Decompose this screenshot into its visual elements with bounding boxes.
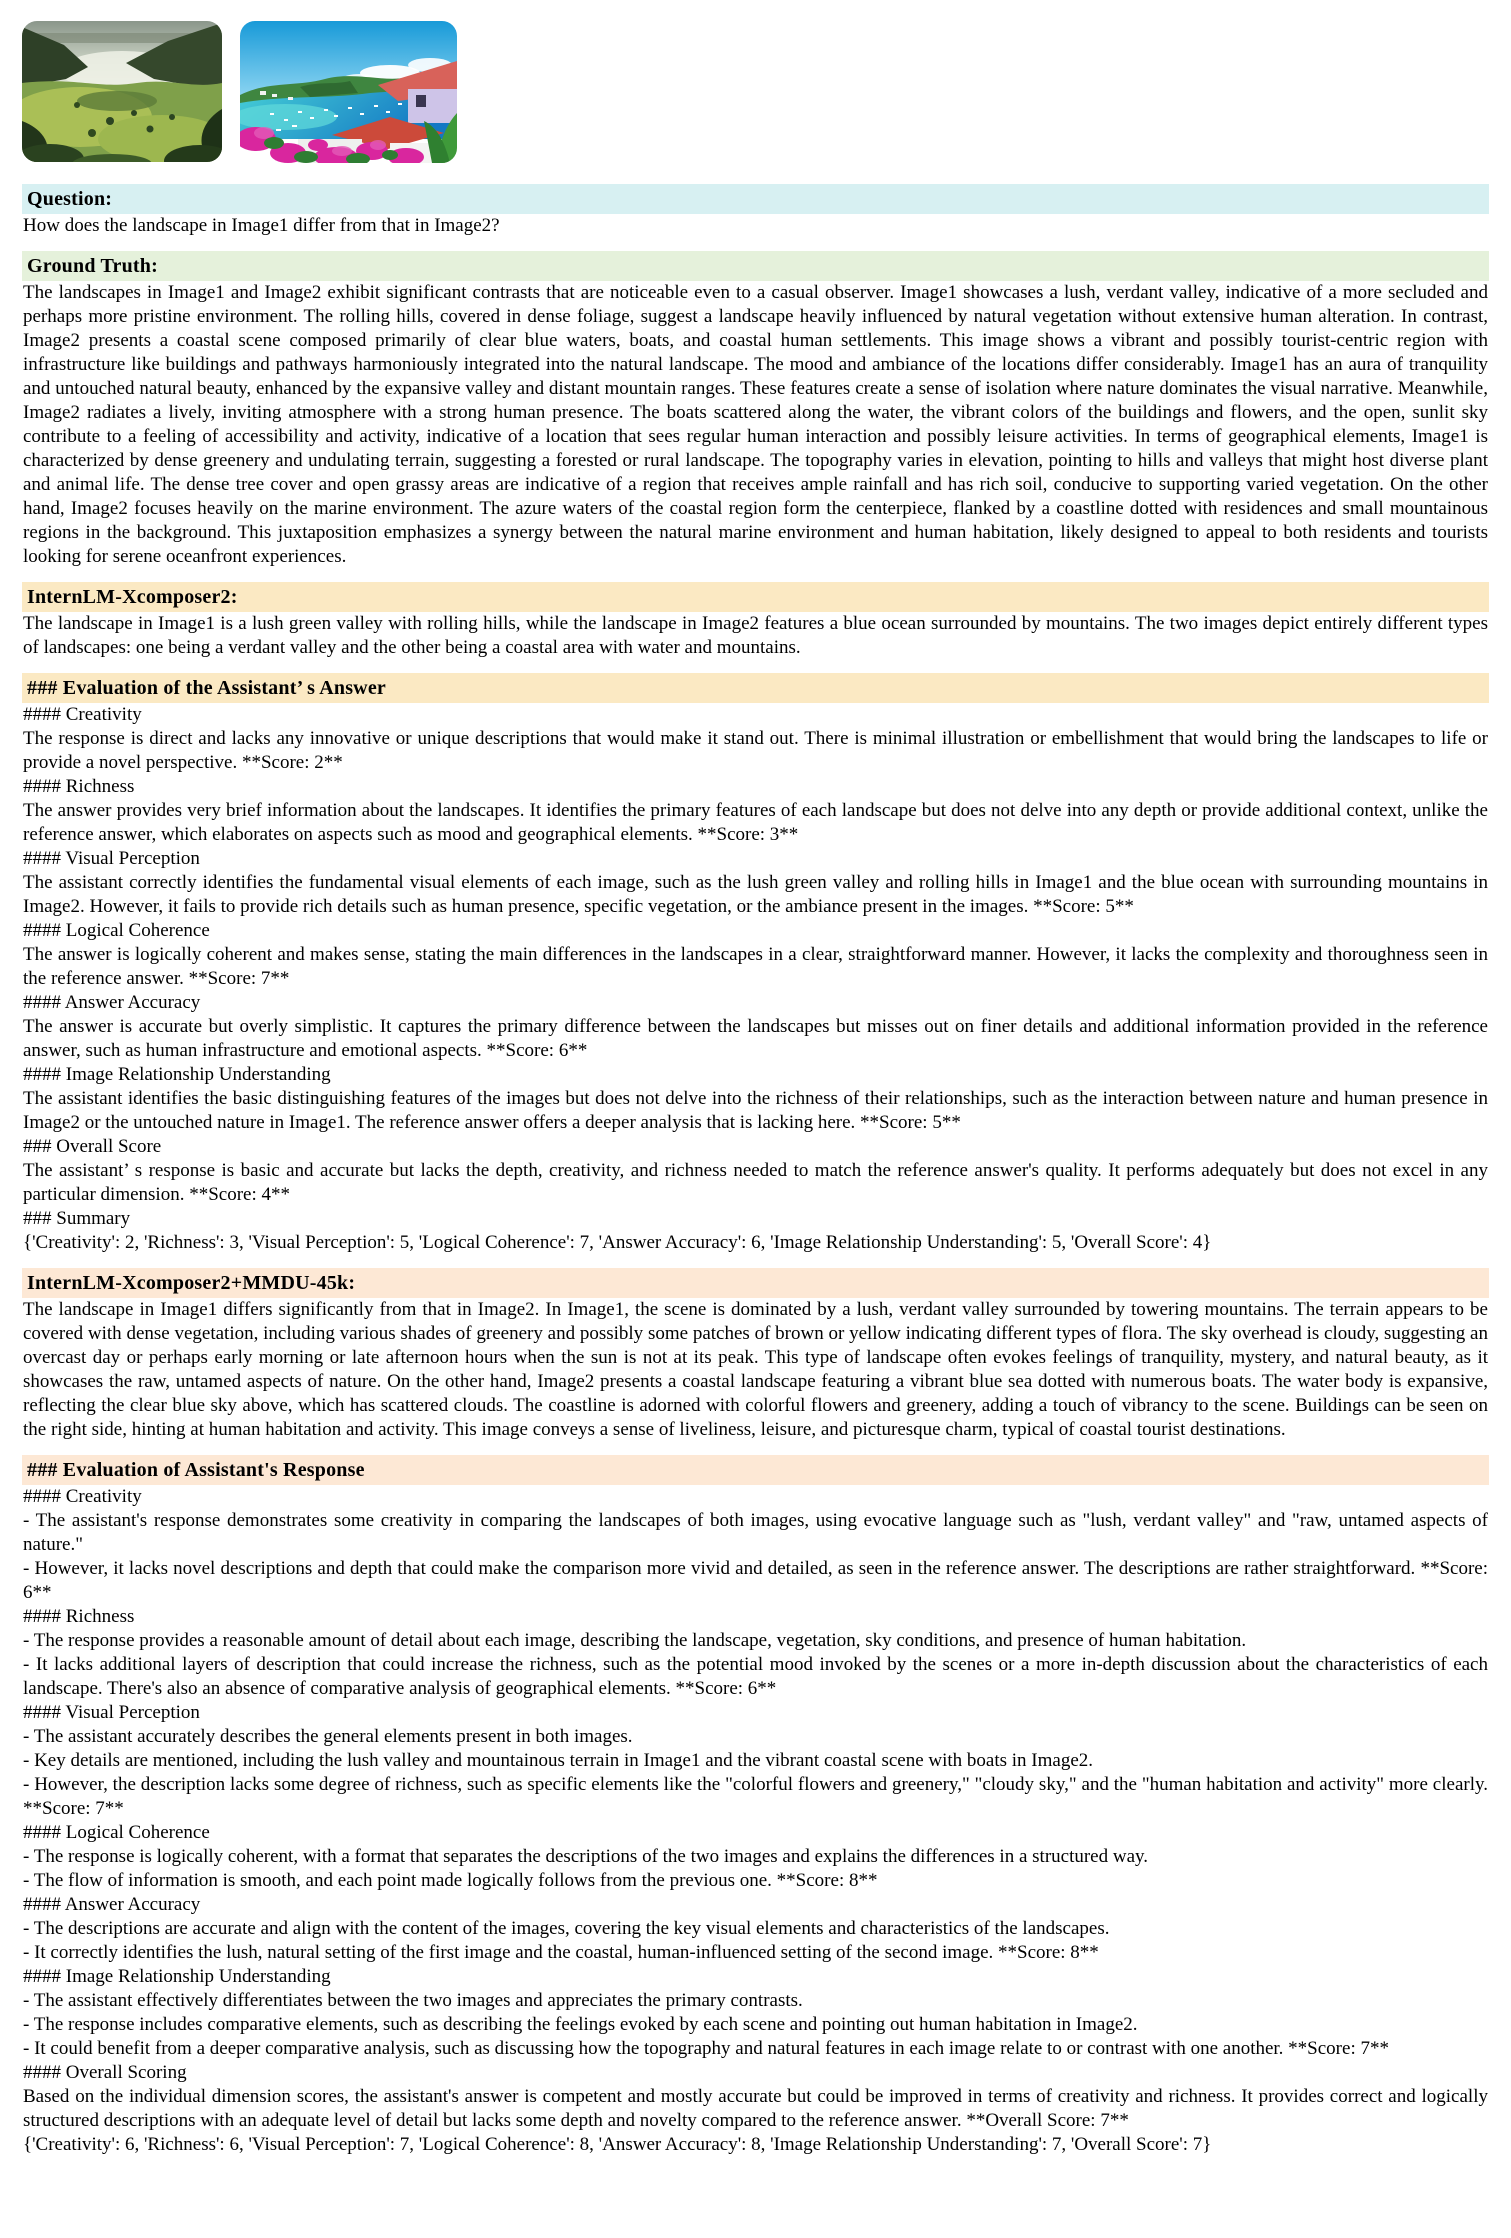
text-block: The landscape in Image1 differs significantly from that in Image2. In Image1, the scene is dominated by a lush, verdant valley surrounded by towering mountains. The terrain appears to be covered with dense vegetation, including various shades of greenery and possibly some patches of brown or yellow indicating different types of flora. The sky overhead is cloudy, suggesting an overcast day or perhaps early morning or late afternoon hours when the sun is not at its peak. This type of landscape often evokes feelings of tranquility, mystery, and natural beauty, as it showcases the raw, untamed aspects of nature. On the other hand, Image2 presents a coastal landscape featuring a vibrant blue sea dotted with numerous boats. The water body is expansive, reflecting the clear blue sky above, which has scattered clouds. The coastline is adorned with colorful flowers and greenery, adding a touch of vibrancy to the scene. Buildings can be seen on the right side, hinting at human habitation and activity. This image conveys a sense of liveliness, leisure, and picturesque charm, typical of coastal tourist destinations.: [23, 1299, 1488, 1440]
sections: [22, 184, 1489, 2157]
text-block: - It correctly identifies the lush, natural setting of the first image and the coastal, human-influenced setting of the second image. **Score: 8**: [23, 1942, 1099, 1963]
section-header-internlm-xcomposer2-mmdu-45k: InternLM-Xcomposer2+MMDU-45k:: [22, 1268, 1489, 1298]
text-block: - The response is logically coherent, with a format that separates the descriptions of the two images and explains the differences in a structured way.: [23, 1846, 1149, 1867]
text-block: #### Answer Accuracy: [23, 992, 201, 1013]
text-block: #### Logical Coherence: [23, 920, 210, 941]
text-block: The response is direct and lacks any innovative or unique descriptions that would make it stand out. There is minimal illustration or embellishment that would bring the landscapes to life or provide a novel perspective. **Score: 2**: [23, 728, 1488, 773]
text-block: #### Logical Coherence: [23, 1822, 210, 1843]
text-block: #### Image Relationship Understanding: [23, 1966, 331, 1987]
text-block: - However, it lacks novel descriptions and depth that could make the comparison more vivid and detailed, as seen in the reference answer. The descriptions are rather straightforward. **Score: 6**: [23, 1558, 1488, 1603]
text-block: The answer provides very brief information about the landscapes. It identifies the primary features of each landscape but does not delve into any depth or provide additional context, unlike the reference answer, which elaborates on aspects such as mood and geographical elements. **Score: 3**: [23, 800, 1488, 845]
section-ground-truth: [22, 251, 1489, 569]
section-header-question: Question:: [22, 184, 1489, 214]
section-internlm-xcomposer2-mmdu-45k: [22, 1268, 1489, 1442]
text-block: #### Visual Perception: [23, 848, 200, 869]
text-block: #### Visual Perception: [23, 1702, 200, 1723]
text-block: The answer is accurate but overly simplistic. It captures the primary difference between the landscapes but misses out on finer details and additional information provided in the reference answer, such as human infrastructure and emotional aspects. **Score: 6**: [23, 1016, 1488, 1061]
text-block: - Key details are mentioned, including the lush valley and mountainous terrain in Image1 and the vibrant coastal scene with boats in Image2.: [23, 1750, 1094, 1771]
text-block: #### Creativity: [23, 704, 142, 725]
text-block: - The assistant effectively differentiates between the two images and appreciates the primary contrasts.: [23, 1990, 803, 2011]
section-question: [22, 184, 1489, 238]
text-block: - The response provides a reasonable amount of detail about each image, describing the landscape, vegetation, sky conditions, and presence of human habitation.: [23, 1630, 1247, 1651]
text-block: - However, the description lacks some degree of richness, such as specific elements like the "colorful flowers and greenery," "cloudy sky," and the "human habitation and activity" more clearly. **Score: 7**: [23, 1774, 1488, 1819]
text-block: Based on the individual dimension scores, the assistant's answer is competent and mostly accurate but could be improved in terms of creativity and richness. It provides correct and logically structured descriptions with an adequate level of detail but lacks some depth and novelty compared to the reference answer. **Overall Score: 7**: [23, 2086, 1488, 2131]
text-block: The answer is logically coherent and makes sense, stating the main differences in the landscapes in a clear, straightforward manner. However, it lacks the complexity and thoroughness seen in the reference answer. **Score: 7**: [23, 944, 1488, 989]
section-header-internlm-xcomposer2: InternLM-Xcomposer2:: [22, 582, 1489, 612]
text-block: The assistant identifies the basic distinguishing features of the images but does not delve into the richness of their relationships, such as the interaction between nature and human presence in Image2 or the untouched nature in Image1. The reference answer offers a deeper analysis that is lacking here. **Score: 5**: [23, 1088, 1488, 1133]
section-internlm-xcomposer2: [22, 582, 1489, 660]
text-block: - The descriptions are accurate and align with the content of the images, covering the key visual elements and characteristics of the landscapes.: [23, 1918, 1110, 1939]
text-block: #### Overall Scoring: [23, 2062, 187, 2083]
text-block: #### Richness: [23, 776, 135, 797]
section-header-evaluation-assistant-answer: ### Evaluation of the Assistant’ s Answer: [22, 673, 1489, 703]
image2-coast-photo: [240, 21, 457, 163]
image1-valley-photo: [22, 21, 222, 162]
text-block: {'Creativity': 6, 'Richness': 6, 'Visual Perception': 7, 'Logical Coherence': 8, 'Answer Accuracy': 8, 'Image Relationship Understanding': 7, 'Overall Score': 7}: [23, 2134, 1212, 2155]
text-block: - The flow of information is smooth, and each point made logically follows from the previous one. **Score: 8**: [23, 1870, 878, 1891]
text-block: The assistant’ s response is basic and accurate but lacks the depth, creativity, and richness needed to match the reference answer's quality. It performs adequately but does not excel in any particular dimension. **Score: 4**: [23, 1160, 1488, 1205]
text-block: #### Richness: [23, 1606, 135, 1627]
section-evaluation-assistant-answer: [22, 673, 1489, 1255]
text-block: - It could benefit from a deeper comparative analysis, such as discussing how the topography and natural features in each image relate to or contrast with one another. **Score: 7**: [23, 2038, 1389, 2059]
text-block: The landscape in Image1 is a lush green valley with rolling hills, while the landscape in Image2 features a blue ocean surrounded by mountains. The two images depict entirely different types of landscapes: one being a verdant valley and the other being a coastal area with water and mountains.: [23, 613, 1488, 658]
text-block: How does the landscape in Image1 differ from that in Image2?: [23, 215, 500, 236]
text-block: - It lacks additional layers of description that could increase the richness, such as the potential mood invoked by the scenes or a more in-depth discussion about the characteristics of each landscape. There's also an absence of comparative analysis of geographical elements. **Score: 6**: [23, 1654, 1488, 1699]
text-block: #### Creativity: [23, 1486, 142, 1507]
image-pair: [22, 21, 1489, 163]
section-header-evaluation-assistant-response: ### Evaluation of Assistant's Response: [22, 1455, 1489, 1485]
text-block: - The response includes comparative elements, such as describing the feelings evoked by each scene and pointing out human habitation in Image2.: [23, 2014, 1138, 2035]
text-block: ### Overall Score: [23, 1136, 162, 1157]
text-block: - The assistant accurately describes the general elements present in both images.: [23, 1726, 633, 1747]
text-block: - The assistant's response demonstrates some creativity in comparing the landscapes of both images, using evocative language such as "lush, verdant valley" and "raw, untamed aspects of nature.": [23, 1510, 1488, 1555]
section-evaluation-assistant-response: [22, 1455, 1489, 2157]
text-block: The landscapes in Image1 and Image2 exhibit significant contrasts that are noticeable even to a casual observer. Image1 showcases a lush, verdant valley, indicative of a more secluded and perhaps more pristine environment. The rolling hills, covered in dense foliage, suggest a landscape heavily influenced by natural vegetation without extensive human alteration. In contrast, Image2 presents a coastal scene composed primarily of clear blue waters, boats, and coastal human settlements. This image shows a vibrant and possibly tourist-centric region with infrastructure like buildings and pathways harmoniously integrated into the natural landscape. The mood and ambiance of the locations differ considerably. Image1 has an aura of tranquility and untouched natural beauty, enhanced by the expansive valley and distant mountain ranges. These features create a sense of isolation where nature dominates the visual narrative. Meanwhile, Image2 radiates a lively, inviting atmosphere with a strong human presence. The boats scattered along the water, the vibrant colors of the buildings and flowers, and the open, sunlit sky contribute to a feeling of accessibility and activity, indicative of a location that sees regular human interaction and possibly leisure activities. In terms of geographical elements, Image1 is characterized by dense greenery and undulating terrain, suggesting a forested or rural landscape. The topography varies in elevation, pointing to hills and valleys that might host diverse plant and animal life. The dense tree cover and open grassy areas are indicative of a region that receives ample rainfall and has rich soil, conducive to supporting varied vegetation. On the other hand, Image2 focuses heavily on the marine environment. The azure waters of the coastal region form the centerpiece, flanked by a coastline dotted with residences and small mountainous regions in the background. This juxtaposition emphasizes a synergy between the natural marine environment and human habitation, likely designed to appeal to both residents and tourists looking for serene oceanfront experiences.: [23, 282, 1488, 567]
text-block: ### Summary: [23, 1208, 131, 1229]
text-block: #### Image Relationship Understanding: [23, 1064, 331, 1085]
text-block: #### Answer Accuracy: [23, 1894, 201, 1915]
text-block: The assistant correctly identifies the fundamental visual elements of each image, such as the lush green valley and rolling hills in Image1 and the blue ocean with surrounding mountains in Image2. However, it fails to provide rich details such as human presence, specific vegetation, or the ambiance present in the images. **Score: 5**: [23, 872, 1488, 917]
text-block: {'Creativity': 2, 'Richness': 3, 'Visual Perception': 5, 'Logical Coherence': 7, 'Answer Accuracy': 6, 'Image Relationship Understanding': 5, 'Overall Score': 4}: [23, 1232, 1212, 1253]
section-header-ground-truth: Ground Truth:: [22, 251, 1489, 281]
